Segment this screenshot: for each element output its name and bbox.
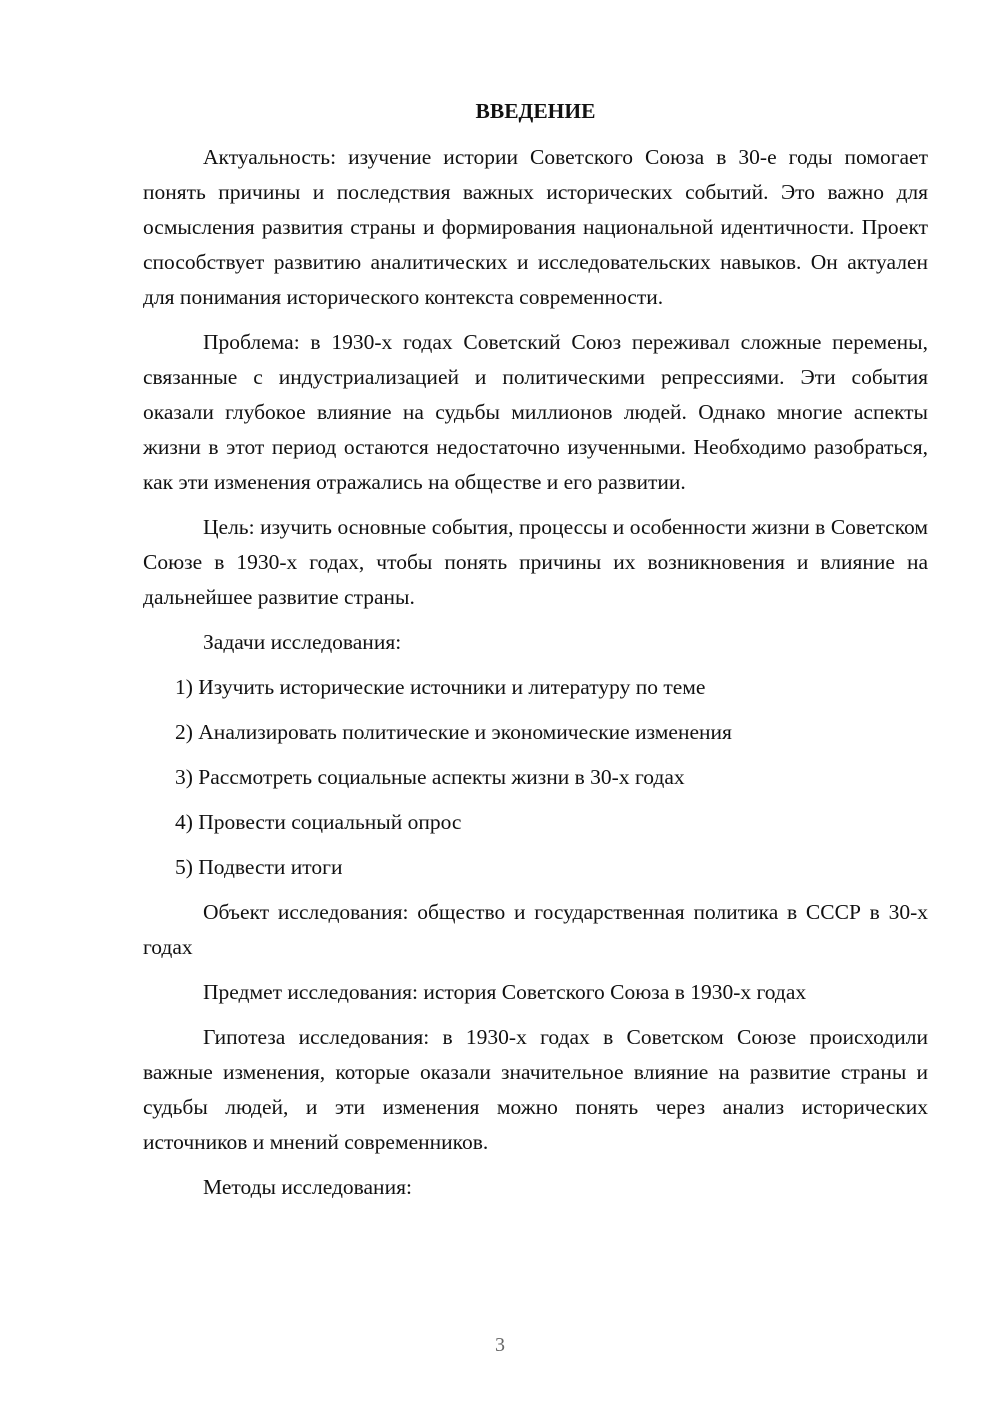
paragraph-problem: Проблема: в 1930-х годах Советский Союз переживал сложные перемены, связанные с индустриализацией и политическими репрессиями. Эти события оказали глубокое влияние на судьбы миллионов людей. Однако многие аспекты жизни в этот период остаются недостаточно изученными. Необходимо разобраться, как эти изменения отражались на обществе и его развитии. (143, 330, 928, 494)
task-item-5: 5) Подвести итоги (175, 855, 343, 879)
paragraph-object: Объект исследования: общество и государственная политика в СССР в 30-х годах (143, 900, 928, 959)
task-item-1: 1) Изучить исторические источники и литературу по теме (175, 675, 706, 699)
paragraph-goal: Цель: изучить основные события, процессы и особенности жизни в Советском Союзе в 1930-х годах, чтобы понять причины их возникновения и влияние на дальнейшее развитие страны. (143, 515, 928, 609)
paragraph-subject: Предмет исследования: история Советского Союза в 1930-х годах (203, 980, 807, 1004)
methods-heading: Методы исследования: (203, 1175, 412, 1199)
tasks-heading: Задачи исследования: (203, 630, 402, 654)
section-title: ВВЕДЕНИЕ (475, 99, 596, 123)
paragraph-hypothesis: Гипотеза исследования: в 1930-х годах в Советском Союзе происходили важные изменения, которые оказали значительное влияние на развитие страны и судьбы людей, и эти изменения можно понять через анализ исторических источников и мнений современников. (143, 1025, 928, 1154)
task-item-2: 2) Анализировать политические и экономические изменения (175, 720, 732, 744)
task-item-4: 4) Провести социальный опрос (175, 810, 462, 834)
tasks-list (143, 670, 928, 885)
paragraph-relevance: Актуальность: изучение истории Советского Союза в 30-е годы помогает понять причины и последствия важных исторических событий. Это важно для осмысления развития страны и формирования национальной идентичности. Проект способствует развитию аналитических и исследовательских навыков. Он актуален для понимания исторического контекста современности. (143, 145, 928, 309)
document-page (143, 96, 928, 1215)
task-item-3: 3) Рассмотреть социальные аспекты жизни в 30-х годах (175, 765, 685, 789)
page-number: 3 (495, 1334, 505, 1356)
